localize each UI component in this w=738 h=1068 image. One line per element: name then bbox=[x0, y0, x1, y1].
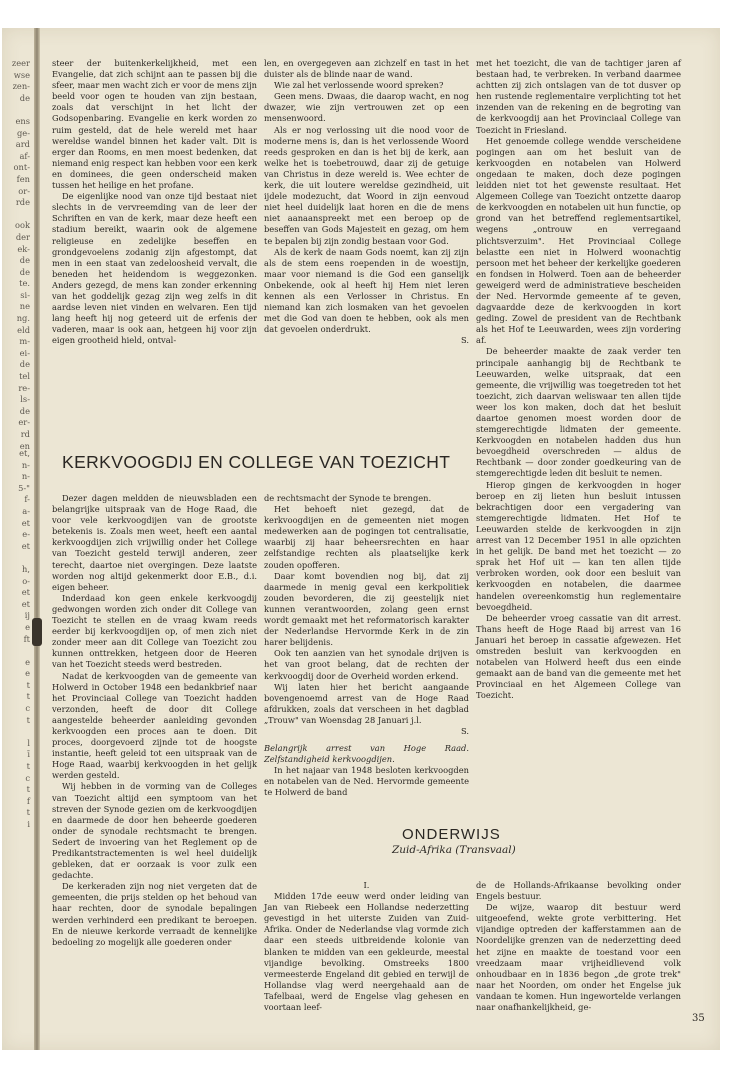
page-number: 35 bbox=[692, 1013, 705, 1024]
paragraph: Als de kerk de naam Gods noemt, kan zij zijn als de stem eens roependen in de woestijn, maar voor niemand is die God een ganselijk Onbekende, ook al heeft hij Hem niet leren kennen als een Verlosser in Christus. En niemand kan zich losmaken van het gevoelen met die God van doen te hebben, ook als men dat gevoelen onderdrukt. bbox=[264, 246, 469, 335]
margin-fragment: et bbox=[21, 587, 30, 598]
margin-fragment: rd bbox=[20, 429, 30, 439]
margin-fragment: rde bbox=[15, 197, 30, 208]
paragraph: De beheerder vroeg cassatie van dit arrest. Thans heeft de Hoge Raad bij arrest van 16 Januari het beroep in cassatie afgewezen. Het omstreden besluit van kerkvoogden en notabelen van Holwerd heeft dus een einde gemaakt aan de band van die gemeente met het Provinciaal en het Algemeen College van Toezicht. bbox=[476, 612, 681, 701]
margin-fragment: et bbox=[21, 598, 30, 609]
margin-fragment: m- bbox=[19, 336, 30, 347]
margin-fragment: re- bbox=[18, 382, 30, 393]
signature: S. bbox=[460, 335, 469, 346]
section-subtitle: Zuid-Afrika (Transvaal) bbox=[392, 844, 516, 856]
margin-fragment: ft bbox=[23, 633, 30, 644]
paragraph: Het genoemde college wendde verscheidene pogingen aan om het besluit van de kerkvoogden en notabelen van Holwerd ongedaan te maken, doch deze pogingen leidden niet tot het gewenste resultaat. Het Algemeen College van Toezicht ontzette daarop de kerkvoogden en notabelen uit hun functie, op grond van het betreffend reglementsartikel, wegens „ontrouw en verregaand plichtsverzuim". Het Provinciaal College belastte een niet in Holwerd woonachtig persoon met het beheer der kerkelijke goederen en fondsen in Holwerd. Toen aan de beheerder geweigerd werd de administratieve bescheiden der Ned. Hervormde gemeente af te geven, dagvaardde deze de kerkvoogden in kort geding. Zowel de president van de Rechtbank als het Hof te Leeuwarden, wees zijn vordering af. bbox=[476, 135, 681, 346]
margin-fragment: c bbox=[25, 703, 30, 714]
margin-fragment: fen bbox=[16, 173, 30, 184]
margin-fragment: e bbox=[25, 668, 30, 679]
margin-fragment: te. bbox=[19, 278, 30, 289]
margin-fragment: ī bbox=[27, 749, 30, 760]
paragraph: In het najaar van 1948 besloten kerkvoogden en notabelen van de Ned. Hervormde gemeente te Holwerd de band bbox=[264, 765, 469, 798]
paragraph: Daar komt bovendien nog bij, dat zij daarmede in menig geval een kerkpolitiek zouden bevorderen, die zij geestelijk niet kunnen verantwoorden, zolang geen ernst wordt gemaakt met het reformatorisch karakter der Nederlandse Hervormde Kerk in de zin harer belijdenis. bbox=[264, 570, 469, 648]
magazine-page bbox=[2, 28, 720, 1050]
margin-fragment: e- bbox=[22, 529, 30, 540]
article-headline: KERKVOOGDIJ EN COLLEGE VAN TOEZICHT bbox=[62, 452, 451, 472]
margin-fragment: t bbox=[26, 691, 30, 702]
margin-fragment: zen- bbox=[12, 81, 30, 92]
paragraph: met het toezicht, die van de tachtiger jaren af bestaan had, te verbreken. In verband daarmee achtten zij zich ontslagen van de tot dusver op hen rustende reglementaire verplichting tot het inzenden van de rekening en de begroting van de kerkvoogdij aan het Provinciaal College van Toezicht in Friesland. bbox=[476, 58, 681, 135]
margin-fragment: 5-" bbox=[18, 482, 30, 493]
previous-page-margin-lower bbox=[2, 448, 32, 831]
margin-fragment: c bbox=[25, 772, 30, 783]
binding-hole bbox=[32, 618, 42, 646]
section-numeral: I. bbox=[363, 880, 370, 890]
margin-fragment: o- bbox=[22, 575, 30, 586]
margin-fragment: ls- bbox=[20, 394, 30, 405]
paragraph: Ook ten aanzien van het synodale drijven is het van groot belang, dat de rechten der kerkvoogdij door de Overheid worden erkend. bbox=[264, 648, 469, 681]
binding-edge bbox=[34, 28, 40, 1050]
top-column-3 bbox=[476, 58, 681, 701]
margin-fragment: ng. bbox=[16, 313, 30, 324]
margin-fragment bbox=[2, 645, 32, 657]
margin-fragment: af- bbox=[19, 150, 30, 161]
top-column-2 bbox=[264, 58, 469, 346]
margin-fragment: en bbox=[19, 440, 30, 451]
margin-fragment: wse bbox=[13, 69, 30, 80]
margin-fragment: n- bbox=[21, 471, 30, 482]
margin-fragment: f- bbox=[24, 494, 30, 505]
signature: S. bbox=[460, 725, 469, 736]
paragraph: Dezer dagen meldden de nieuwsbladen een belangrijke uitspraak van de Hoge Raad, die voor vele kerkvoogdijen van de grootste betekenis is. Zoals men weet, heeft een aantal kerkvoogdijen zich vrijwillig onder het College van Toezicht gesteld terwijl anderen, zeer terecht, daartoe niet overgingen. Deze laatste worden nog altijd gekenmerkt door E.B., d.i. eigen beheer. bbox=[52, 493, 257, 592]
margin-fragment: et, bbox=[19, 448, 30, 458]
paragraph: de de Hollands-Afrikaanse bevolking onder Engels bestuur. bbox=[476, 880, 681, 902]
paragraph: Hierop gingen de kerkvoogden in hoger beroep en zij lieten hun besluit intussen bekrachtigen door een vergadering van stemgerechtigde lidmaten. Het Hof te Leeuwarden stelde de kerkvoogden in zijn arrest van 12 December 1951 in alle opzichten in het gelijk. De band met het toezicht — zo sprak het Hof uit — kan ten allen tijde verbroken worden, ook door een besluit van kerkvoogden en notabelen, die daarmee handelen overeenkomstig hun reglementaire bevoegdheid. bbox=[476, 479, 681, 612]
previous-page-margin-upper bbox=[2, 58, 32, 452]
margin-fragment: tel bbox=[19, 371, 30, 382]
margin-fragment bbox=[2, 552, 32, 564]
top-column-1 bbox=[52, 58, 257, 346]
margin-fragment: i bbox=[27, 819, 30, 829]
paragraph: Het behoeft niet gezegd, dat de kerkvoogdijen en de gemeenten niet mogen medewerken aan de pogingen tot centralisatie, waarbij zij haar beheersrechten en haar zelfstandige rechten als plaatselijke kerk zouden opofferen. bbox=[264, 504, 469, 570]
paragraph: De eigenlijke nood van onze tijd bestaat niet slechts in de vervreemding van de leer der Schriften en van de kerk, maar deze heeft een stadium bereikt, waarin ook de algemene religieuse en zedelijke beseffen en grondgevoelens zodanig zijn afgestompt, dat men in een staat van zedeloosheid vervalt, die beneden het heidendom is weggezonken. Anders gezegd, de mens kan zonder erkenning van het goddelijk gezag zijn weg zelfs in dit aardse leven niet vinden en welvaren. Een tijd lang heeft hij nog geteerd uit de erfenis der vaderen, maar is ook aan, hetgeen hij voor zijn eigen grootheid hield, ontval- bbox=[52, 191, 257, 346]
margin-fragment: ek- bbox=[17, 243, 30, 254]
paragraph: De kerkeraden zijn nog niet vergeten dat de gemeenten, die prijs stelden op het behoud van haar rechten, door de synodale bepalingen werden verhinderd een predikant te beroepen. En de nieuwe kerkorde verraadt de kennelijke bedoeling zo mogelijk alle goederen onder bbox=[52, 881, 257, 947]
margin-fragment: de bbox=[19, 266, 30, 277]
margin-fragment: ard bbox=[15, 139, 30, 150]
margin-fragment: de bbox=[19, 359, 30, 370]
margin-fragment: ont- bbox=[13, 162, 30, 173]
paragraph: len, en overgegeven aan zichzelf en tast in het duister als de blinde naar de wand. bbox=[264, 58, 469, 80]
paragraph: Nadat de kerkvoogden van de gemeente van Holwerd in October 1948 een bedankbrief naar het Provinciaal College van Toezicht hadden verzonden, heeft de door dit College aangestelde beheerder aanleiding gevonden kerkvoogden een proces aan te doen. Dit proces, doorgevoerd zijnde tot de hoogste instantie, heeft geleid tot een uitspraak van de Hoge Raad, waarbij kerkvoogden in het gelijk werden gesteld. bbox=[52, 670, 257, 781]
margin-fragment: f bbox=[26, 795, 30, 806]
paragraph: De wijze, waarop dit bestuur werd uitgeoefend, wekte grote verbittering. Het vijandige optreden der kafferstammen aan de Noordelijke grenzen van de nederzetting deed het zijne en maakte de toestand voor een vreedzaam maar vrijheidlievend volk onhoudbaar en in 1836 begon „de grote trek" naar het Noorden, om onder het Engelse juk vandaan te komen. Hun ingewortelde verlangen naar onafhankelijkheid, ge- bbox=[476, 902, 681, 1013]
margin-fragment: eld bbox=[17, 324, 30, 335]
margin-fragment: t bbox=[26, 761, 30, 772]
article-column-1 bbox=[52, 493, 257, 948]
margin-fragment: or- bbox=[18, 185, 30, 196]
paragraph: Wie zal het verlossende woord spreken? bbox=[274, 80, 444, 91]
margin-fragment: ei- bbox=[19, 347, 30, 358]
section-column-3 bbox=[476, 880, 681, 1013]
section-title: ONDERWIJS bbox=[402, 826, 501, 843]
paragraph: Wij hebben in de vorming van de Colleges van Toezicht altijd een symptoom van het streven der Synode gezien om de kerkvoogdijen en daarmede de door hen beheerde goederen onder de synodale rechtsmacht te brengen. Sedert de invoering van het Reglement op de Predikantstractementen is wel heel duidelijk gebleken, dat er oorzaak is voor zulk een gedachte. bbox=[52, 781, 257, 881]
margin-fragment: zeer bbox=[11, 58, 30, 68]
margin-fragment bbox=[2, 209, 32, 221]
margin-fragment: a- bbox=[22, 505, 30, 516]
margin-fragment: h, bbox=[22, 563, 30, 574]
margin-fragment: l bbox=[27, 737, 30, 748]
margin-fragment: der bbox=[15, 231, 30, 242]
margin-fragment: ook bbox=[14, 220, 30, 231]
paragraph: Wij laten hier het bericht aangaande bovengenoemd arrest van de Hoge Raad afdrukken, zoals dat verscheen in het dagblad „Trouw" van Woensdag 28 Januari j.l. bbox=[264, 681, 469, 725]
margin-fragment: t bbox=[26, 784, 30, 795]
margin-fragment: er- bbox=[18, 417, 30, 428]
margin-fragment: et bbox=[21, 517, 30, 528]
paragraph: de rechtsmacht der Synode te brengen. bbox=[264, 493, 432, 503]
margin-fragment: ens bbox=[15, 115, 30, 126]
margin-fragment: e bbox=[25, 656, 30, 667]
margin-fragment: de bbox=[19, 92, 30, 103]
article-column-2 bbox=[264, 493, 469, 799]
margin-fragment: t bbox=[26, 714, 30, 725]
margin-fragment bbox=[2, 104, 32, 116]
section-column-2 bbox=[264, 880, 469, 1013]
paragraph: Inderdaad kon geen enkele kerkvoogdij gedwongen worden zich onder dit College van Toezicht te stellen en de vraag kwam reeds eerder bij kerkvoogdijen op, of men zich niet zonder meer aan dit College van Toezicht zou kunnen onttrekken, hetgeen door de Heeren van het Toezicht steeds werd bestreden. bbox=[52, 592, 257, 670]
margin-fragment: de bbox=[19, 405, 30, 416]
margin-fragment: ge- bbox=[16, 127, 30, 138]
paragraph: steer der buitenkerkelijkheid, met een Evangelie, dat zich schijnt aan te passen bij die sfeer, maar men wacht zich er voor de mens zijn beeld voor ogen te houden van zijn bestaan, zoals dat verschijnt in het licht der Godsopenbaring. Evangelie en kerk worden zo ruim gesteld, dat de hele wereld met haar wereldse wandel binnen het kader valt. Dit is erger dan Rooms, en men moest bedenken, dat niemand enig respect kan hebben voor een kerk en dominees, die geen onderscheid maken tussen het heilige en het profane. bbox=[52, 58, 257, 191]
margin-fragment: et bbox=[21, 540, 30, 551]
paragraph: Geen mens. Dwaas, die daarop wacht, en nog dwazer, wie zijn vertrouwen zet op een mensenwoord. bbox=[264, 91, 469, 124]
article-subheading: Belangrijk arrest van Hoge Raad. Zelfstandigheid kerkvoogdijen. bbox=[264, 743, 469, 765]
paragraph: Midden 17de eeuw werd onder leiding van Jan van Riebeek een Hollandse nederzetting gevestigd in het uiterste Zuiden van Zuid-Afrika. Onder de Nederlandse vlag vormde zich daar een steeds uitbreidende kolonie van blanken te midden van een gekleurde, meestal vijandige bevolking. Omstreeks 1800 vermeesterde Engeland dit gebied en terwijl de Hollandse vlag werd neergehaald aan de Tafelbaai, werd de Engelse vlag gehesen en voortaan leef- bbox=[264, 891, 469, 1013]
margin-fragment: n- bbox=[21, 459, 30, 470]
margin-fragment: e bbox=[25, 621, 30, 632]
margin-fragment: ij bbox=[24, 610, 30, 621]
margin-fragment: si- bbox=[20, 289, 30, 300]
paragraph: De beheerder maakte de zaak verder ten principale aanhangig bij de Rechtbank te Leeuwarden, welke uitspraak, dat een gemeente, die vrijwillig was toegetreden tot het toezicht, zich daarvan weliswaar ten allen tijde weer los kon maken, doch dat het besluit daartoe genomen moest worden door de stemgerechtigde lidmaten der gemeente. Kerkvoogden en notabelen hadden dus hun bevoegdheid overschreden — aldus de Rechtbank — door zonder goedkeuring van de stemgerechtigde leden dit besluit te nemen. bbox=[476, 346, 681, 479]
margin-fragment: t bbox=[26, 679, 30, 690]
margin-fragment bbox=[2, 726, 32, 738]
paragraph: Als er nog verlossing uit die nood voor de moderne mens is, dan is het verlossende Woord reeds gesproken en dan is het bij de kerk, aan welke het is toebetrouwd, daar zij de getuige van Christus in deze wereld is. Wee echter de kerk, die uit loutere wereldse gezindheid, uit ijdele modezucht, dat Woord in zijn eenvoud niet heel duidelijk laat horen en die de mens niet aanaanspreekt met een beroep op de beseffen van Gods Majesteit en gezag, om hem te bepalen bij zijn zondig bestaan voor God. bbox=[264, 124, 469, 246]
margin-fragment: ne bbox=[19, 301, 30, 312]
margin-fragment: de bbox=[19, 255, 30, 266]
margin-fragment: t bbox=[26, 807, 30, 818]
